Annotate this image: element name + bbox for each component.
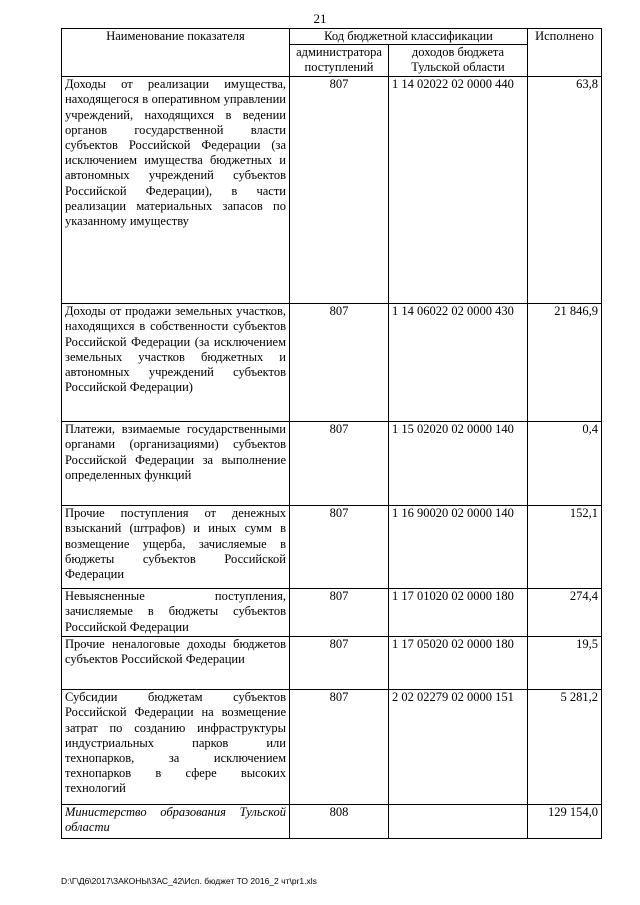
- row-income-code: 1 14 06022 02 0000 430: [389, 304, 528, 422]
- table-row: [62, 304, 602, 422]
- header-budget-classification-code: Код бюджетной классификации: [290, 29, 528, 45]
- table-row: [62, 805, 602, 839]
- row-name: Субсидии бюджетам субъектов Российской Федерации на возмещение затрат по созданию инфраструктуры индустриальных парков или технопарков, за исключением технопарков в сфере высоких технологий: [62, 690, 290, 805]
- row-name: Прочие поступления от денежных взысканий (штрафов) и иных сумм в возмещение ущерба, зачисляемые в бюджеты субъектов Российской Федерации: [62, 506, 290, 589]
- budget-table: [61, 28, 602, 839]
- header-executed: Исполнено: [528, 29, 602, 77]
- row-admin-code: 808: [290, 805, 389, 839]
- table-row: [62, 589, 602, 637]
- row-amount: 19,5: [528, 637, 602, 690]
- row-name: Платежи, взимаемые государственными органами (организациями) субъектов Российской Федерации за выполнение определенных функций: [62, 422, 290, 506]
- page-number: 21: [313, 11, 327, 26]
- table-row: [62, 690, 602, 805]
- row-name: Доходы от реализации имущества, находящегося в оперативном управлении учреждений, находящихся в ведении органов государственной власти субъектов Российской Федерации (за исключением имущества бюджетных и автономных учреждений субъектов Российской Федерации), в части реализации материальных запасов по указанному имуществу: [62, 77, 290, 304]
- row-amount: 152,1: [528, 506, 602, 589]
- row-amount: 129 154,0: [528, 805, 602, 839]
- row-admin-code: 807: [290, 506, 389, 589]
- row-name: Невыясненные поступления, зачисляемые в бюджеты субъектов Российской Федерации: [62, 589, 290, 637]
- table-row: [62, 422, 602, 506]
- row-admin-code: 807: [290, 589, 389, 637]
- header-administrator: администратора поступлений: [290, 45, 389, 77]
- row-name: Министерство образования Тульской области: [62, 805, 290, 839]
- row-amount: 5 281,2: [528, 690, 602, 805]
- row-income-code: 1 16 90020 02 0000 140: [389, 506, 528, 589]
- row-income-code: 1 14 02022 02 0000 440: [389, 77, 528, 304]
- row-admin-code: 807: [290, 77, 389, 304]
- row-income-code: 2 02 02279 02 0000 151: [389, 690, 528, 805]
- row-income-code: [389, 805, 528, 839]
- row-name: Доходы от продажи земельных участков, находящихся в собственности субъектов Российской Федерации (за исключением земельных участков бюджетных и автономных учреждений субъектов Российской Федерации): [62, 304, 290, 422]
- row-name: Прочие неналоговые доходы бюджетов субъектов Российской Федерации: [62, 637, 290, 690]
- row-admin-code: 807: [290, 690, 389, 805]
- row-admin-code: 807: [290, 422, 389, 506]
- table-row: [62, 77, 602, 304]
- table-row: [62, 506, 602, 589]
- header-indicator-name: Наименование показателя: [62, 29, 290, 77]
- table-row: [62, 637, 602, 690]
- row-income-code: 1 17 01020 02 0000 180: [389, 589, 528, 637]
- row-admin-code: 807: [290, 637, 389, 690]
- row-amount: 0,4: [528, 422, 602, 506]
- row-amount: 274,4: [528, 589, 602, 637]
- footer-file-path: D:\Г\Д6\2017\ЗАКОНЫ\ЗАС_42\Исп. бюджет ТО 2016_2 чт\pr1.xls: [61, 876, 317, 886]
- row-income-code: 1 15 02020 02 0000 140: [389, 422, 528, 506]
- row-amount: 21 846,9: [528, 304, 602, 422]
- row-amount: 63,8: [528, 77, 602, 304]
- row-admin-code: 807: [290, 304, 389, 422]
- row-income-code: 1 17 05020 02 0000 180: [389, 637, 528, 690]
- header-budget-income: доходов бюджета Тульской области: [389, 45, 528, 77]
